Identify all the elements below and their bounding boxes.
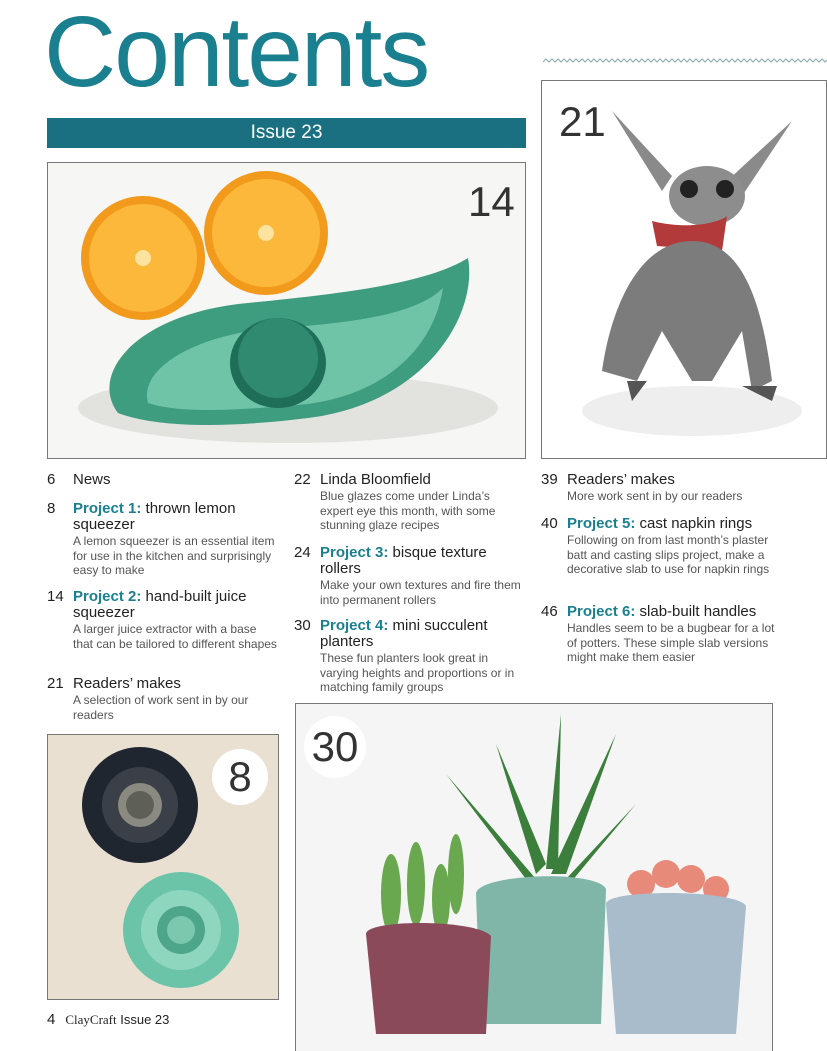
photo-leaf-juicer	[47, 162, 526, 459]
entry-title: News	[73, 471, 111, 488]
contents-entry[interactable]	[47, 676, 277, 722]
entry-page: 24	[294, 544, 311, 561]
contents-entry[interactable]	[294, 618, 526, 695]
entry-title: Readers’ makes	[73, 675, 181, 692]
page-number-14: 14	[468, 178, 515, 225]
contents-entry[interactable]	[294, 545, 526, 607]
contents-entry[interactable]	[541, 604, 781, 665]
page-number-30: 30	[304, 716, 366, 778]
entry-description: Handles seem to be a bugbear for a lot of potters. These simple slab versions might make them easier	[567, 621, 775, 664]
decorative-zigzag	[543, 58, 827, 64]
entry-project: Project 2:	[73, 588, 142, 605]
entry-page: 8	[47, 500, 56, 517]
entry-project: Project 4:	[320, 617, 389, 634]
entry-description: A larger juice extractor with a base that can be tailored to different shapes	[73, 622, 277, 651]
entry-page: 30	[294, 617, 311, 634]
photo-ceramic-hare	[541, 80, 827, 459]
footer-page-number: 4	[47, 1011, 56, 1028]
entry-description: Blue glazes come under Linda’s expert eye this month, with some stunning glaze recipes	[320, 489, 496, 532]
page-footer	[47, 1011, 169, 1028]
entry-project: Project 5:	[567, 515, 636, 532]
photo-round-juicers	[47, 734, 279, 1000]
entry-description: A selection of work sent in by our readers	[73, 693, 249, 722]
entry-description: A lemon squeezer is an essential item for use in the kitchen and surprisingly easy to make	[73, 534, 275, 577]
contents-entry[interactable]	[541, 472, 781, 504]
entry-page: 46	[541, 603, 558, 620]
page-number-21: 21	[559, 98, 606, 145]
entry-page: 21	[47, 675, 64, 692]
contents-entry[interactable]	[47, 589, 277, 651]
entry-page: 6	[47, 471, 56, 488]
entry-description: More work sent in by our readers	[567, 489, 743, 503]
entry-description: Make your own textures and fire them into permanent rollers	[320, 578, 521, 607]
entry-page: 40	[541, 515, 558, 532]
entry-title: hand-built juice squeezer	[73, 588, 247, 621]
photo-succulent-planters	[295, 703, 773, 1051]
entry-title: mini succulent planters	[320, 617, 488, 650]
contents-entry[interactable]	[294, 472, 526, 533]
entry-page: 39	[541, 471, 558, 488]
contents-entry[interactable]	[47, 501, 277, 578]
entry-title: slab-built handles	[635, 603, 757, 620]
footer-magazine: ClayCraft	[65, 1012, 117, 1027]
entry-description: These fun planters look great in varying heights and proportions or in matching family groups	[320, 651, 515, 694]
entry-title: bisque texture rollers	[320, 544, 487, 577]
footer-issue: Issue 23	[120, 1012, 170, 1027]
entry-title: Readers’ makes	[567, 471, 675, 488]
page-title: Contents	[44, 0, 429, 108]
issue-banner: Issue 23	[47, 118, 526, 148]
entry-description: Following on from last month’s plaster batt and casting slips project, make a decorative slab to use for napkin rings	[567, 533, 770, 576]
entry-title: Linda Bloomfield	[320, 471, 431, 488]
entry-title: cast napkin rings	[635, 515, 753, 532]
entry-project: Project 3:	[320, 544, 389, 561]
entry-project: Project 6:	[567, 603, 636, 620]
page-number-8: 8	[212, 749, 268, 805]
entry-project: Project 1:	[73, 500, 142, 517]
entry-page: 22	[294, 471, 311, 488]
contents-entry[interactable]	[541, 516, 781, 577]
entry-page: 14	[47, 588, 64, 605]
contents-entry[interactable]	[47, 472, 277, 488]
entry-title: thrown lemon squeezer	[73, 500, 236, 533]
